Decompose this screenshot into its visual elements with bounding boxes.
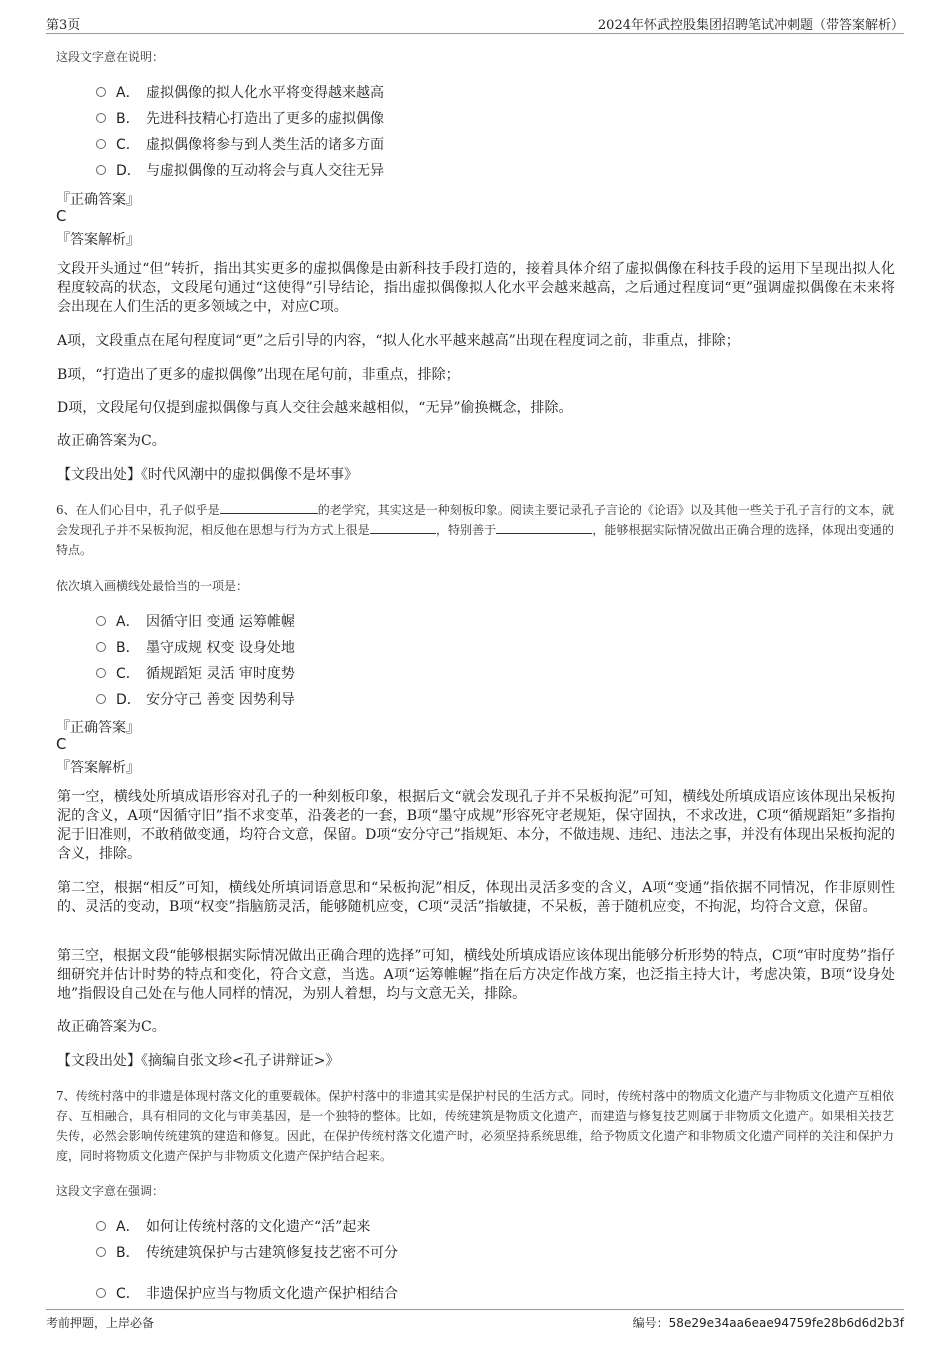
q5-answer: C [56, 207, 67, 225]
q5-analysis-label: 『答案解析』 [56, 232, 140, 248]
q5-source: 【文段出处】《时代风潮中的虚拟偶像不是坏事》 [57, 467, 358, 483]
q5-analysis-p4: D项，文段尾句仅提到虚拟偶像与真人交往会越来越相似，“无异”偷换概念，排除。 [57, 400, 573, 416]
q6-option-b[interactable]: B． 墨守成规 权变 设身处地 [96, 637, 295, 657]
q6-stem: 6、在人们心目中，孔子似乎是 的老学究，其实这是一种刻板印象。阅读主要记录孔子言论的《论语》以及其他一些关于孔子言行的文本，就会发现孔子并不呆板拘泥，相反他在思想与行为方式上很是 ，特别善于 ，能够根据实际情况做出正确合理的选择，体现出变通的特点。 [56, 503, 894, 557]
q6-answer-label: 『正确答案』 [56, 720, 140, 736]
q5-option-a[interactable]: A． 虚拟偶像的拟人化水平将变得越来越高 [96, 82, 384, 102]
q5-analysis-p3: B项，“打造出了更多的虚拟偶像”出现在尾句前，非重点，排除； [57, 367, 460, 383]
radio-icon[interactable] [96, 642, 106, 652]
q5-answer-label: 『正确答案』 [56, 192, 140, 208]
q6-option-d[interactable]: D． 安分守己 善变 因势利导 [96, 689, 295, 709]
radio-icon[interactable] [96, 1221, 106, 1231]
q5-analysis-p5: 故正确答案为C。 [57, 433, 166, 449]
page-number: 第3页 [46, 18, 81, 33]
q5-option-d[interactable]: D． 与虚拟偶像的互动将会与真人交往无异 [96, 160, 384, 180]
q6-intro: 依次填入画横线处最恰当的一项是： [56, 579, 249, 593]
radio-icon[interactable] [96, 87, 106, 97]
q6-option-a[interactable]: A． 因循守旧 变通 运筹帷幄 [96, 611, 295, 631]
q6-source: 【文段出处】《摘编自张文珍<孔子讲辩证>》 [57, 1053, 340, 1069]
radio-icon[interactable] [96, 139, 106, 149]
q5-analysis-p1: 文段开头通过“但”转折，指出其实更多的虚拟偶像是由新科技手段打造的，接着具体介绍了虚拟偶像在科技手段的运用下呈现出拟人化程度较高的状态，文段尾句通过“这使得”引导结论，指出虚拟偶像拟人化水平会越来越高，之后通过程度词“更”强调虚拟偶像在未来将会出现在人们生活的更多领域之中，对应C项。 [57, 261, 895, 315]
radio-icon[interactable] [96, 668, 106, 678]
q7-intro: 这段文字意在强调： [56, 1184, 165, 1198]
footer-slogan: 考前押题，上岸必备 [46, 1316, 155, 1330]
q6-analysis-p1: 第一空，横线处所填成语形容对孔子的一种刻板印象，根据后文“就会发现孔子并不呆板拘泥”可知，横线处所填成语应该体现出呆板拘泥的含义，A项“因循守旧”指不求变革，沿袭老的一套，B项“墨守成规”形容死守老规矩，保守固执，不求改进，C项“循规蹈矩”多指拘泥于旧准则，不敢稍做变通，均符合文意，保留。D项“安分守己”指规矩、本分，不做违规、违纪、违法之事，并没有体现出呆板拘泥的含义，排除。 [57, 789, 895, 862]
q6-option-c[interactable]: C． 循规蹈矩 灵活 审时度势 [96, 663, 295, 683]
q5-option-b[interactable]: B． 先进科技精心打造出了更多的虚拟偶像 [96, 108, 384, 128]
header-divider [46, 33, 904, 34]
document-code: 编号：58e29e34aa6eae94759fe28b6d6d2b3f [632, 1316, 904, 1330]
radio-icon[interactable] [96, 113, 106, 123]
radio-icon[interactable] [96, 694, 106, 704]
q7-option-b[interactable]: B． 传统建筑保护与古建筑修复技艺密不可分 [96, 1242, 398, 1262]
radio-icon[interactable] [96, 1288, 106, 1298]
radio-icon[interactable] [96, 616, 106, 626]
q7-stem: 7、传统村落中的非遗是体现村落文化的重要载体。保护村落中的非遗其实是保护村民的生活方式。同时，传统村落中的物质文化遗产与非物质文化遗产互相依存、互相融合，具有相同的文化与审美基因，是一个独特的整体。比如，传统建筑是物质文化遗产，而建造与修复技艺则属于非物质文化遗产。如果相关技艺失传，必然会影响传统建筑的建造和修复。因此，在保护传统村落文化遗产时，必须坚持系统思维，给予物质文化遗产和非物质文化遗产同样的关注和保护力度，同时将物质文化遗产保护与非物质文化遗产保护结合起来。 [56, 1089, 894, 1163]
q5-analysis-p2: A项，文段重点在尾句程度词“更”之后引导的内容，“拟人化水平越来越高”出现在程度词之前，非重点，排除； [57, 333, 740, 349]
q6-analysis-p4: 故正确答案为C。 [57, 1019, 166, 1035]
document-title: 2024年怀武控股集团招聘笔试冲刺题（带答案解析） [597, 18, 904, 33]
q6-analysis-p3: 第三空，根据文段“能够根据实际情况做出正确合理的选择”可知，横线处所填成语应该体现出能够分析形势的特点，C项“审时度势”指仔细研究并估计时势的特点和变化，符合文意，当选。A项“运筹帷幄”指在后方决定作战方案，也泛指主持大计，考虑决策，B项“设身处地”指假设自己处在与他人同样的情况，为别人着想，均与文意无关，排除。 [57, 948, 895, 1002]
q7-option-a[interactable]: A． 如何让传统村落的文化遗产“活”起来 [96, 1216, 370, 1236]
radio-icon[interactable] [96, 1247, 106, 1257]
fill-blank [496, 521, 592, 534]
q5-intro: 这段文字意在说明： [56, 50, 165, 64]
fill-blank [220, 501, 318, 514]
q6-analysis-label: 『答案解析』 [56, 760, 140, 776]
radio-icon[interactable] [96, 165, 106, 175]
q6-analysis-p2: 第二空，根据“相反”可知，横线处所填词语意思和“呆板拘泥”相反，体现出灵活多变的含义，A项“变通”指依据不同情况，作非原则性的、灵活的变动，B项“权变”指脑筋灵活，能够随机应变，C项“灵活”指敏捷，不呆板，善于随机应变，不拘泥，均符合文意，保留。 [57, 880, 895, 915]
q6-answer: C [56, 735, 67, 753]
fill-blank [370, 521, 436, 534]
q5-option-c[interactable]: C． 虚拟偶像将参与到人类生活的诸多方面 [96, 134, 384, 154]
q7-option-c[interactable]: C． 非遗保护应当与物质文化遗产保护相结合 [96, 1283, 398, 1303]
footer-divider [46, 1309, 904, 1310]
